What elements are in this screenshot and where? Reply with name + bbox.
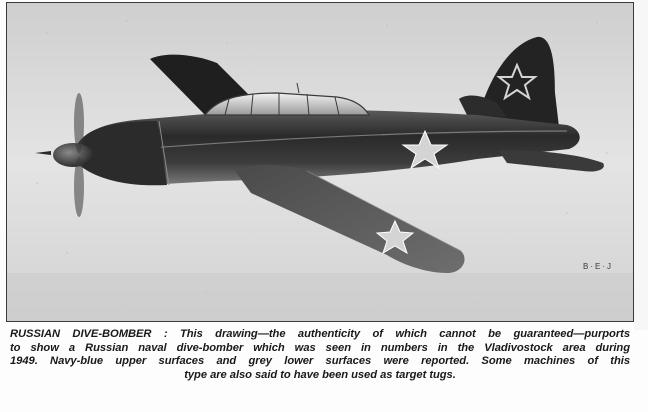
page-edge <box>634 0 648 330</box>
propeller-blade-lower <box>74 157 84 217</box>
dive-bomber-drawing <box>7 3 633 321</box>
caption-line-2: to show a Russian naval dive-bomber which was seen in numbers in the Vladivostock area during <box>10 341 630 354</box>
caption-line-4: type are also said to have been used as target tugs. <box>184 368 456 381</box>
caption-line-3: 1949. Navy-blue upper surfaces and grey lower surfaces were reported. Some machines of this <box>10 355 630 368</box>
propeller-spinner <box>53 143 93 167</box>
figure-caption <box>10 328 630 382</box>
caption-line-1: RUSSIAN DIVE-BOMBER : This drawing—the authenticity of which cannot be guaranteed—purports <box>10 328 630 340</box>
propeller-blade-upper <box>74 93 84 153</box>
artist-signature: B·E·J <box>583 262 613 271</box>
aircraft-illustration <box>6 2 634 322</box>
sky-haze <box>7 273 633 321</box>
